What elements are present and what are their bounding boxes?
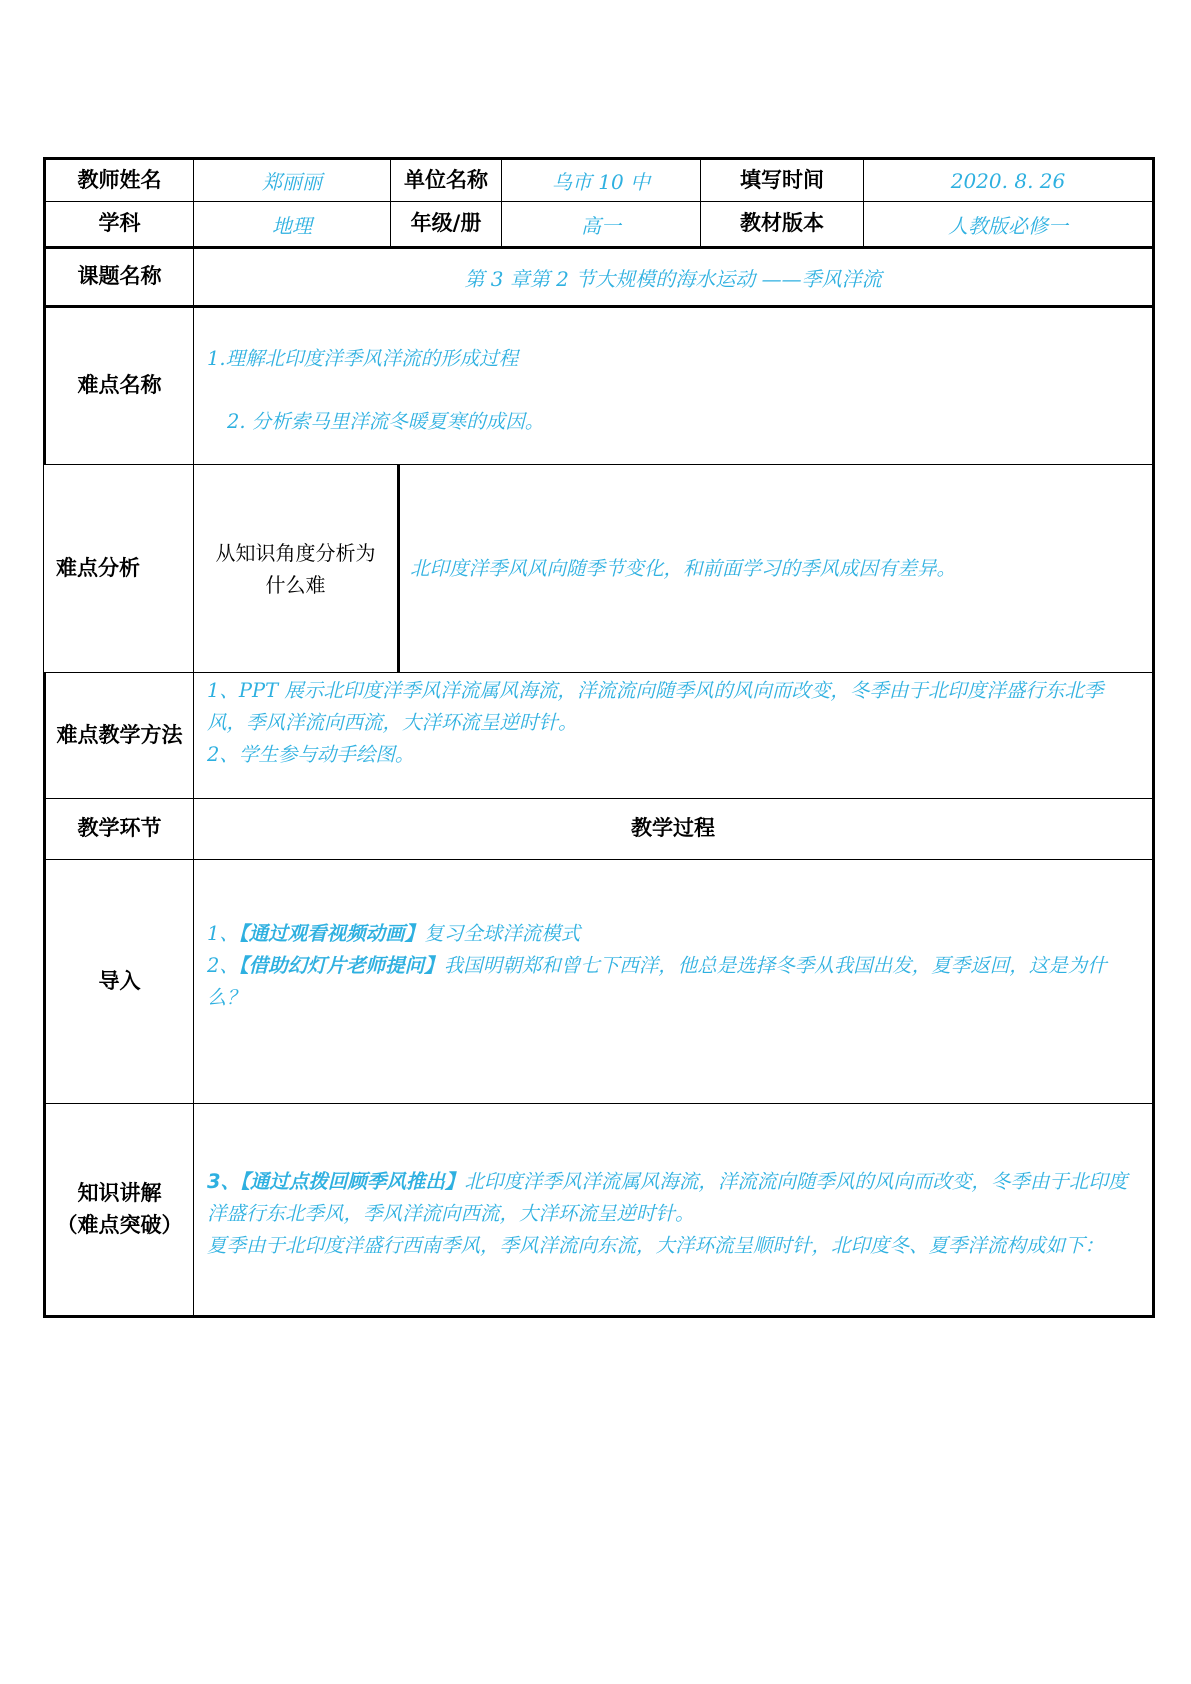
topic-value: 第 3 章第 2 节大规模的海水运动 ——季风洋流 — [193, 246, 1155, 306]
intro-item-1 — [207, 918, 1142, 950]
grade-label: 年级/册 — [390, 201, 502, 247]
intro-item-2-bold: 【借助幻灯片老师提问】 — [238, 954, 444, 977]
intro-content — [193, 859, 1155, 1104]
teacher-name-label: 教师姓名 — [43, 157, 194, 202]
subject-value: 地理 — [193, 201, 391, 247]
textbook-value: 人教版必修一 — [863, 201, 1155, 247]
unit-name-label: 单位名称 — [390, 157, 502, 202]
knowledge-item-text: 北印度洋季风洋流属风海流，洋流流向随季风的风向而改变，冬季由于北印度洋盛行东北季风，季风洋流向西流，大洋环流呈逆时针。 — [207, 1170, 1128, 1225]
unit-name-value: 乌市 10 中 — [501, 157, 701, 202]
date-value: 2020. 8. 26 — [863, 157, 1155, 202]
method-line-2: 2、学生参与动手绘图。 — [207, 743, 415, 766]
date-label: 填写时间 — [700, 157, 864, 202]
method-line-1: 1、PPT 展示北印度洋季风洋流属风海流，洋流流向随季风的风向而改变，冬季由于北印度洋盛行东北季风，季风洋流向西流，大洋环流呈逆时针。 — [207, 679, 1104, 734]
intro-item-1-bold: 【通过观看视频动画】 — [238, 922, 425, 945]
teacher-name-value: 郑丽丽 — [193, 157, 391, 202]
intro-item-1-num: 1、 — [207, 922, 239, 945]
grade-value: 高一 — [501, 201, 701, 247]
analysis-sublabel: 从知识角度分析为什么难 — [193, 464, 398, 673]
knowledge-label — [43, 1103, 194, 1318]
analysis-text: 北印度洋季风风向随季节变化，和前面学习的季风成因有差异。 — [397, 464, 1155, 673]
intro-item-2-text: 我国明朝郑和曾七下西洋，他总是选择冬季从我国出发，夏季返回，这是为什么？ — [207, 954, 1107, 1009]
knowledge-item-num: 3、 — [207, 1170, 241, 1193]
stage-header-label: 教学环节 — [43, 798, 194, 860]
knowledge-para-1 — [207, 1166, 1142, 1230]
knowledge-content — [193, 1103, 1155, 1318]
knowledge-label-line-1: 知识讲解 — [77, 1181, 162, 1205]
textbook-label: 教材版本 — [700, 201, 864, 247]
intro-item-1-text: 复习全球洋流模式 — [424, 922, 581, 945]
intro-item-2 — [207, 950, 1142, 1014]
analysis-label: 难点分析 — [43, 464, 194, 673]
subject-label: 学科 — [43, 201, 194, 247]
process-header-label: 教学过程 — [193, 798, 1155, 860]
knowledge-para-2: 夏季由于北印度洋盛行西南季风，季风洋流向东流，大洋环流呈顺时针，北印度冬、夏季洋流构成如下： — [207, 1234, 1105, 1257]
difficulty-item-1: 1.理解北印度洋季风洋流的形成过程 — [207, 347, 519, 370]
method-label: 难点教学方法 — [43, 672, 194, 799]
difficulty-label: 难点名称 — [43, 305, 194, 465]
intro-label: 导入 — [43, 859, 194, 1104]
method-content — [193, 672, 1155, 799]
difficulty-item-2: 2. 分析索马里洋流冬暖夏寒的成因。 — [227, 410, 545, 433]
knowledge-label-line-2: （难点突破） — [56, 1212, 183, 1237]
intro-item-2-num: 2、 — [207, 954, 239, 977]
difficulty-content — [193, 305, 1155, 465]
knowledge-item-bold: 【通过点拨回顾季风推出】 — [240, 1170, 465, 1193]
topic-label: 课题名称 — [43, 246, 194, 306]
